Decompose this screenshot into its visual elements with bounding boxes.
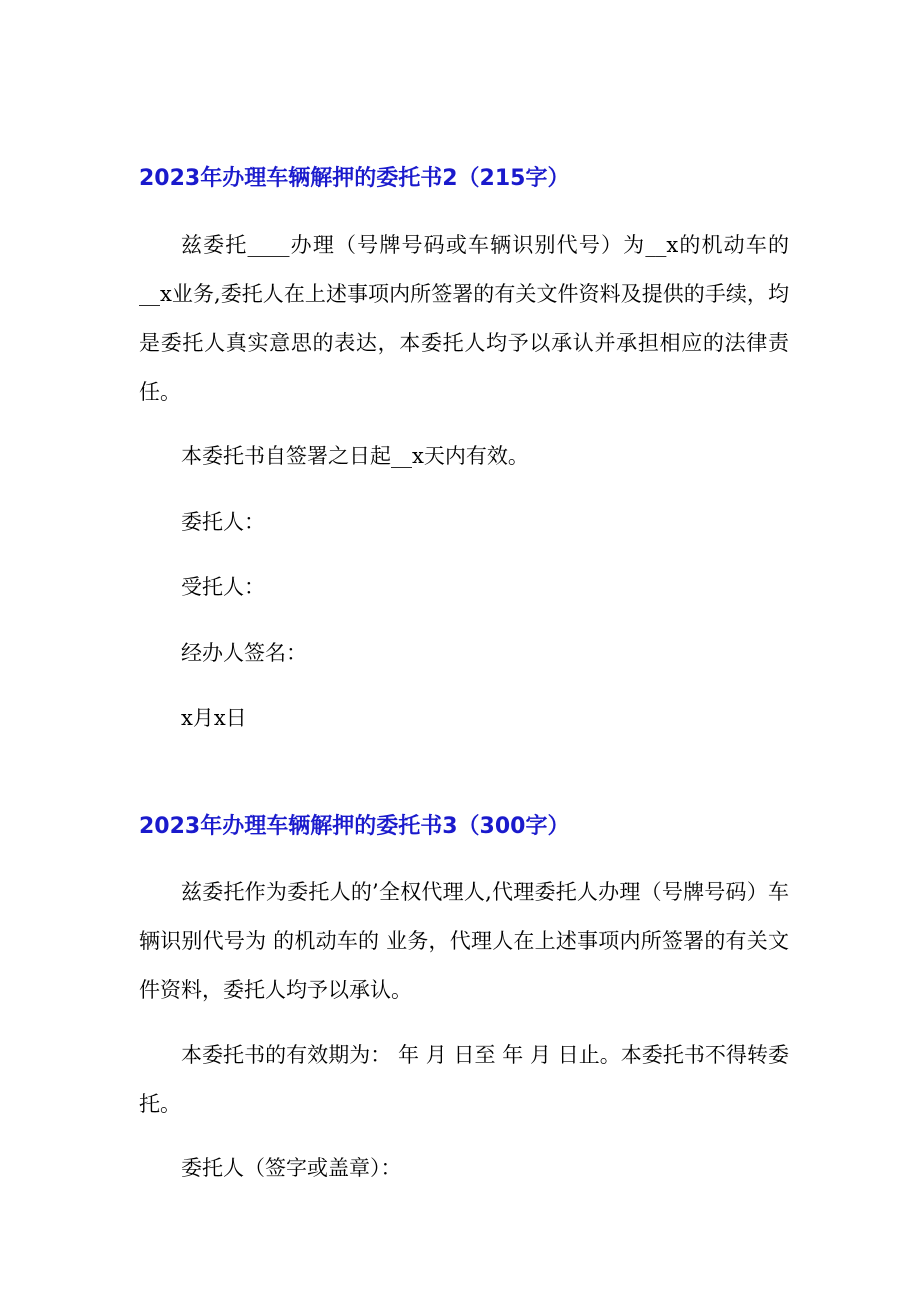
section-2-handler-signature-label: 经办人签名： <box>181 641 307 665</box>
section-3-validity: 本委托书的有效期为： 年 月 日至 年 月 日止。本委托书不得转委托。 <box>139 1043 789 1116</box>
section-2-date: x月x日 <box>181 706 247 730</box>
section-2-agent-label: 受托人： <box>181 575 265 599</box>
section-3-heading: 2023年办理车辆解押的委托书3（300字） <box>139 814 570 839</box>
section-2-validity: 本委托书自签署之日起__x天内有效。 <box>181 444 529 468</box>
section-2-body: 兹委托____办理（号牌号码或车辆识别代号）为__x的机动车的__x业务,委托人在上述事项内所签署的有关文件资料及提供的手续，均是委托人真实意思的表达，本委托人均予以承认并承担相应的法律责任。 <box>139 233 789 404</box>
section-2-heading: 2023年办理车辆解押的委托书2（215字） <box>139 166 570 191</box>
section-3-body: 兹委托作为委托人的’全权代理人,代理委托人办理（号牌号码）车辆识别代号为 的机动车的 业务，代理人在上述事项内所签署的有关文件资料，委托人均予以承认。 <box>139 880 789 1002</box>
section-3-principal-label: 委托人（签字或盖章）： <box>181 1156 402 1180</box>
section-2-principal-label: 委托人： <box>181 510 265 534</box>
